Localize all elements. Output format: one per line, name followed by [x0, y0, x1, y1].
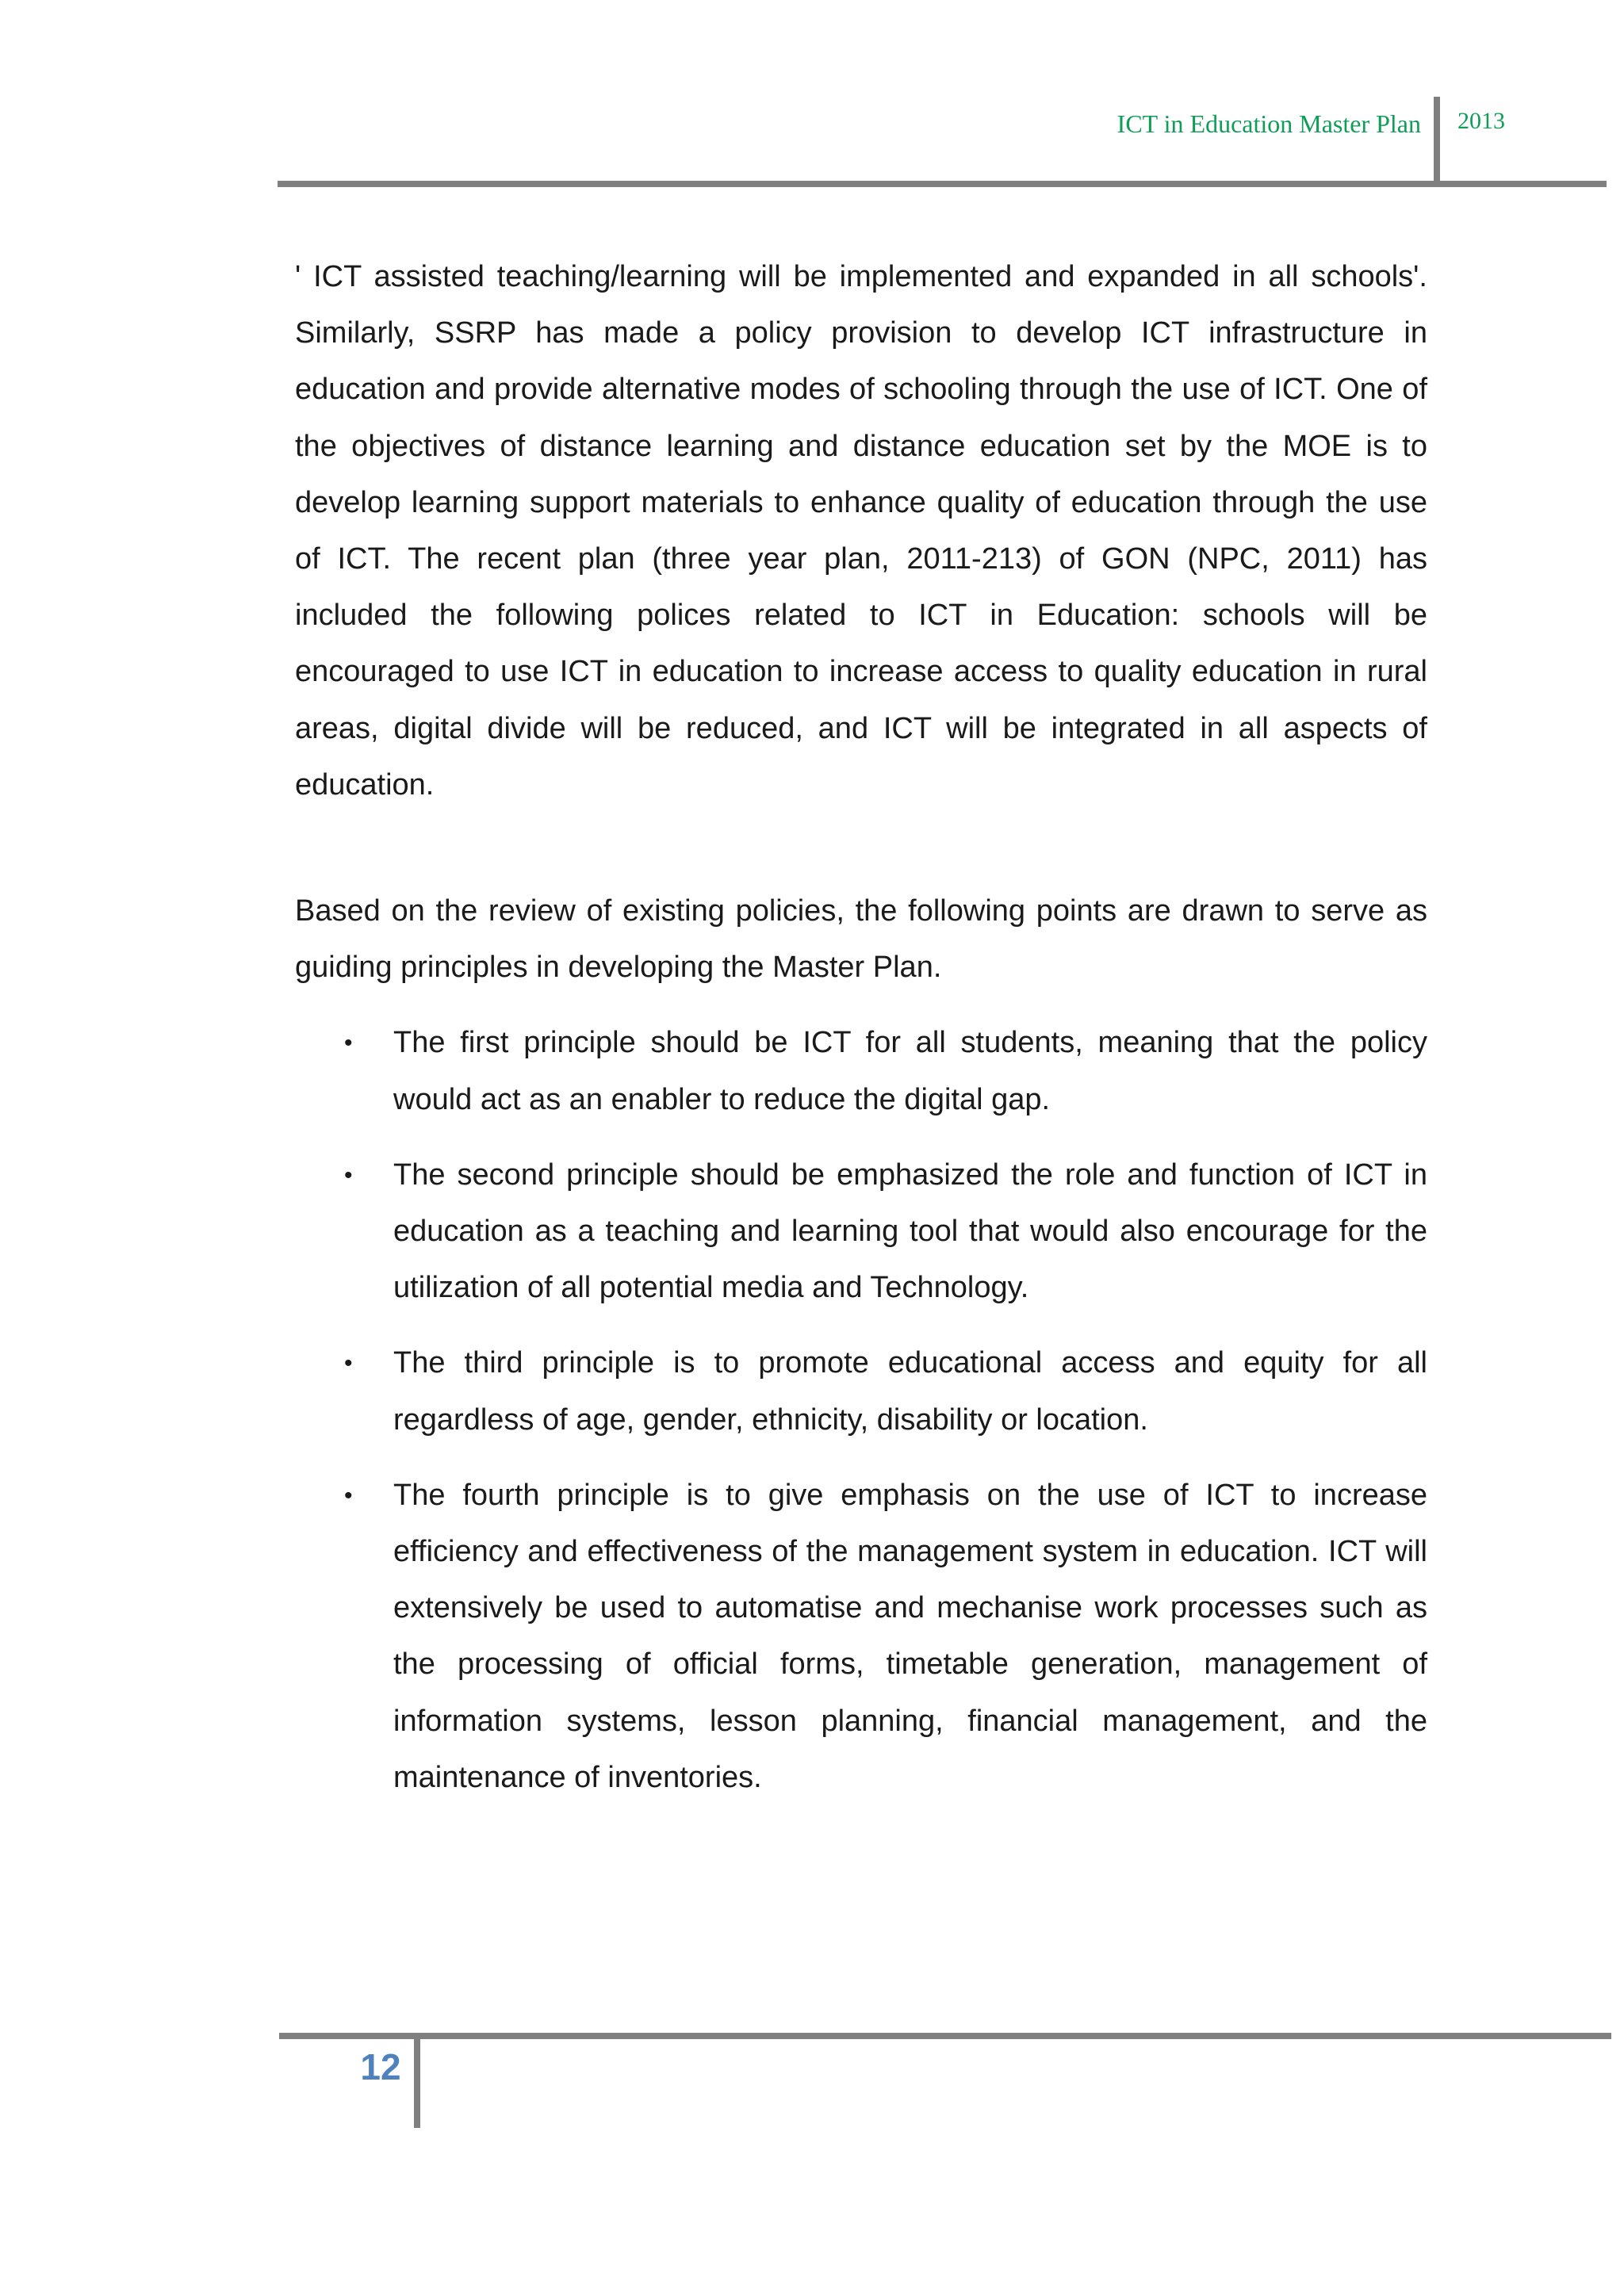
list-item — [295, 1015, 1427, 1127]
body-paragraph: ' ICT assisted teaching/learning will be implemented and expanded in all schools'. Similarly, SSRP has made a policy provision to develop ICT infrastructure in education and provide alternative modes of schooling through the use of ICT. One of the objectives of distance learning and distance education set by the MOE is to develop learning support materials to enhance quality of education through the use of ICT. The recent plan (three year plan, 2011-213) of GON (NPC, 2011) has included the following polices related to ICT in Education: schools will be encouraged to use ICT in education to increase access to quality education in rural areas, digital divide will be reduced, and ICT will be integrated in all aspects of education. — [295, 260, 1427, 802]
bullet-icon: • — [344, 1030, 353, 1057]
bullet-icon: • — [344, 1161, 353, 1188]
header-title: ICT in Education Master Plan — [1116, 109, 1421, 138]
header-rule — [278, 181, 1607, 187]
body-paragraph: Based on the review of existing policies, the following points are drawn to serve as guiding principles in developing the Master Plan. — [295, 894, 1427, 985]
list-item-text: The third principle is to promote educational access and equity for all regardless of age, gender, ethnicity, disability or location. — [393, 1346, 1427, 1437]
page-body — [295, 249, 1427, 1825]
list-item-text: The second principle should be emphasized the role and function of ICT in education as a teaching and learning tool that would also encourage for the utilization of all potential media and Technology. — [393, 1158, 1427, 1305]
list-item — [295, 1468, 1427, 1806]
list-item-text: The first principle should be ICT for all students, meaning that the policy would act as an enabler to reduce the digital gap. — [393, 1026, 1427, 1116]
principles-list — [295, 1015, 1427, 1806]
footer-rule — [279, 2033, 1611, 2039]
list-item — [295, 1147, 1427, 1317]
header-year: 2013 — [1457, 108, 1505, 134]
page-number: 12 — [360, 2046, 401, 2087]
list-item — [295, 1335, 1427, 1448]
header-divider-vertical — [1434, 97, 1440, 186]
list-item-text: The fourth principle is to give emphasis on the use of ICT to increase efficiency and effectiveness of the management system in education. ICT will extensively be used to automatise and mechanise work processes such as the processing of official forms, timetable generation, management of information systems, lesson planning, financial management, and the maintenance of inventories. — [393, 1478, 1427, 1794]
bullet-icon: • — [344, 1482, 353, 1509]
bullet-icon: • — [344, 1350, 353, 1377]
